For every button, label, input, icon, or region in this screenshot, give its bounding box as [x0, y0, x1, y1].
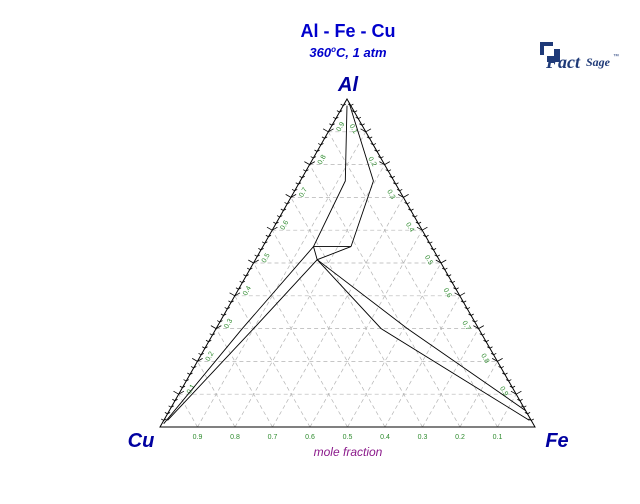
grid-line-cu [254, 263, 348, 427]
subtitle-temperature: 360 [309, 45, 332, 60]
tick-mark-right [497, 358, 502, 361]
tick-label-left: 0.5 [260, 252, 272, 265]
tick-mark-right [403, 194, 408, 197]
boundary-tie-outer [317, 247, 351, 260]
tick-label-bottom: 0.7 [267, 434, 278, 441]
tick-mark-left [192, 358, 197, 361]
grid-line-fe [273, 197, 404, 427]
grid-line-fe [423, 329, 479, 427]
tick-labels [186, 121, 509, 441]
tick-label-left: 0.3 [223, 317, 235, 330]
grid-line-fe [348, 263, 442, 427]
tick-label-right: 0.7 [460, 319, 472, 332]
vertex-label-fe: Fe [545, 430, 569, 452]
tick-mark-left [304, 162, 309, 165]
tick-mark-left [211, 326, 216, 329]
tick-label-left: 0.9 [335, 121, 347, 134]
grid-line-fe [198, 132, 366, 427]
tick-label-right: 0.2 [366, 155, 378, 168]
grid-lines [179, 132, 517, 427]
tick-label-bottom: 0.1 [492, 434, 503, 441]
tick-mark-right [366, 129, 371, 132]
tick-label-left: 0.7 [298, 186, 310, 199]
tick-label-left: 0.2 [204, 350, 216, 363]
tick-label-bottom: 0.8 [230, 434, 240, 441]
factsage-logo [540, 42, 619, 72]
logo-part1: Fact [546, 52, 580, 72]
tick-mark-left [267, 227, 272, 230]
grid-line-cu [291, 197, 423, 427]
boundary-tie-inner [314, 247, 318, 260]
tick-marks [161, 104, 534, 420]
tick-mark-left [286, 194, 291, 197]
tick-label-bottom: 0.3 [417, 434, 428, 441]
tick-mark-right [385, 162, 390, 165]
tick-label-right: 0.5 [422, 254, 434, 267]
tick-mark-left [230, 293, 235, 296]
grid-line-cu [216, 329, 272, 427]
axis-caption-mole-fraction: mole fraction [313, 445, 383, 459]
tick-label-bottom: 0.9 [192, 434, 203, 441]
tick-label-left: 0.4 [242, 285, 253, 298]
boundary-to-fe-b [317, 260, 525, 411]
tick-label-right: 0.4 [404, 221, 415, 234]
tick-mark-right [441, 260, 446, 263]
tick-label-bottom: 0.4 [380, 434, 390, 441]
subtitle-degree: o [331, 45, 337, 54]
tick-label-left: 0.6 [279, 219, 291, 232]
grid-line-cu [179, 394, 198, 427]
tick-mark-right [516, 391, 521, 394]
tick-mark-right [460, 293, 465, 296]
boundary-to-cu-a [164, 247, 314, 424]
tick-mark-right [422, 227, 427, 230]
tick-label-bottom: 0.5 [342, 434, 353, 441]
vertex-label-al: Al [338, 74, 358, 96]
tick-mark-right [479, 326, 484, 329]
subtitle-suffix: C, 1 atm [336, 45, 387, 60]
tick-label-left: 0.1 [185, 383, 197, 396]
tick-label-right: 0.1 [347, 123, 359, 136]
logo-trademark: ™ [613, 54, 619, 60]
tick-label-right: 0.9 [498, 385, 509, 398]
tick-label-bottom: 0.6 [305, 434, 315, 441]
tick-mark-left [248, 260, 253, 263]
tick-mark-left [323, 129, 328, 132]
grid-line-cu [328, 132, 497, 427]
tick-label-left: 0.8 [316, 153, 328, 166]
tick-label-right: 0.3 [385, 188, 397, 201]
tick-mark-left [173, 391, 178, 394]
vertex-label-cu: Cu [127, 430, 155, 452]
boundary-to-cu-b [168, 260, 318, 421]
chart-title: Al - Fe - Cu [300, 21, 396, 41]
chart-subtitle [309, 45, 387, 60]
tick-label-bottom: 0.2 [455, 434, 465, 441]
tick-label-right: 0.6 [441, 287, 453, 300]
logo-part2: Sage [586, 55, 610, 69]
tick-label-right: 0.8 [479, 352, 491, 365]
